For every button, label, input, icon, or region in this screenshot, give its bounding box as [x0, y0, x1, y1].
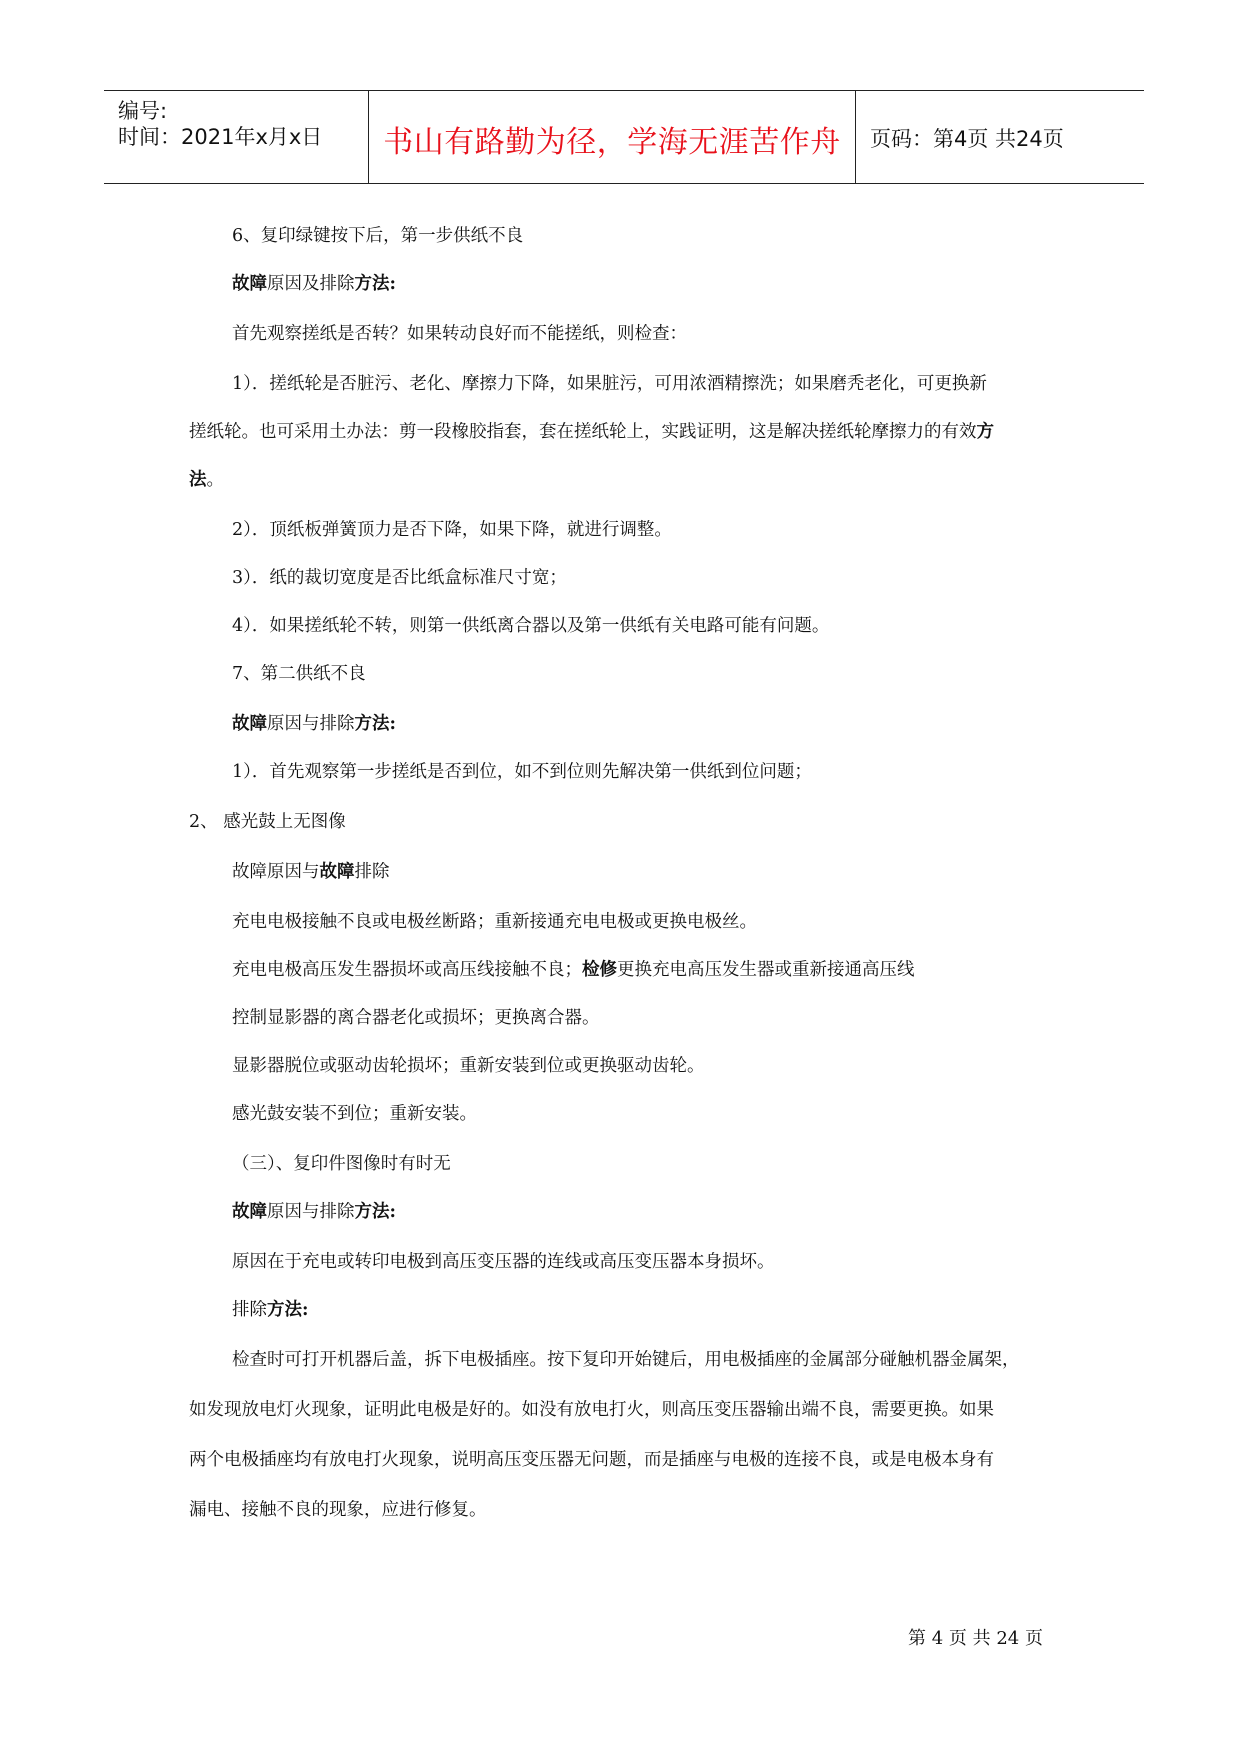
text-line: 故障原因及排除方法: — [232, 274, 396, 294]
text-line: 1）．搓纸轮是否脏污、老化、摩擦力下降，如果脏污，可用浓酒精擦洗；如果磨秃老化，可更换新 — [232, 374, 987, 394]
text-line: 首先观察搓纸是否转？如果转动良好而不能搓纸，则检查： — [232, 324, 687, 344]
text-line: 显影器脱位或驱动齿轮损坏；重新安装到位或更换驱动齿轮。 — [232, 1056, 705, 1076]
text-line: 故障原因与排除方法: — [232, 714, 396, 734]
text-line: 检查时可打开机器后盖，拆下电极插座。按下复印开始键后，用电极插座的金属部分碰触机器金属架， — [232, 1350, 1020, 1370]
text-line: 2）．顶纸板弹簧顶力是否下降，如果下降，就进行调整。 — [232, 520, 672, 540]
header-page-cell — [856, 91, 1144, 183]
text-line: 3）．纸的裁切宽度是否比纸盒标准尺寸宽； — [232, 568, 567, 588]
text-line: 故障原因与排除方法: — [232, 1202, 396, 1222]
text-line: 充电电极接触不良或电极丝断路；重新接通充电电极或更换电极丝。 — [232, 912, 757, 932]
text-line: 充电电极高压发生器损坏或高压线接触不良；检修更换充电高压发生器或重新接通高压线 — [232, 960, 915, 980]
time-label: 时间：2021年x月x日 — [118, 125, 323, 149]
text-line: 排除方法: — [232, 1300, 309, 1320]
text-line: 漏电、接触不良的现象，应进行修复。 — [189, 1500, 487, 1520]
text-line: 7、第二供纸不良 — [232, 664, 366, 684]
text-line: 如发现放电灯火现象，证明此电极是好的。如没有放电打火，则高压变压器输出端不良，需要更换。如果 — [189, 1400, 994, 1420]
motto: 书山有路勤为径，学海无涯苦作舟 — [383, 125, 841, 160]
text-line: 搓纸轮。也可采用土办法：剪一段橡胶指套，套在搓纸轮上，实践证明，这是解决搓纸轮摩擦力的有效方 — [189, 422, 994, 442]
page-footer: 第 4 页 共 24 页 — [908, 1628, 1043, 1649]
text-line: 2、 感光鼓上无图像 — [189, 812, 346, 832]
header-motto-cell — [368, 91, 856, 183]
page-info: 页码：第4页 共24页 — [870, 127, 1064, 151]
text-line: 1）．首先观察第一步搓纸是否到位，如不到位则先解决第一供纸到位问题； — [232, 762, 812, 782]
text-line: 故障原因与故障排除 — [232, 862, 390, 882]
text-line: 原因在于充电或转印电极到高压变压器的连线或高压变压器本身损坏。 — [232, 1252, 775, 1272]
header-table — [104, 90, 1144, 184]
text-line: （三）、复印件图像时有时无 — [232, 1154, 451, 1174]
text-line: 两个电极插座均有放电打火现象，说明高压变压器无问题，而是插座与电极的连接不良，或是电极本身有 — [189, 1450, 994, 1470]
text-line: 控制显影器的离合器老化或损坏；更换离合器。 — [232, 1008, 600, 1028]
number-label: 编号: — [118, 99, 168, 123]
text-line: 法。 — [189, 470, 224, 490]
header-info-cell — [104, 91, 368, 183]
text-line: 6、复印绿键按下后，第一步供纸不良 — [232, 226, 524, 246]
text-line: 感光鼓安装不到位；重新安装。 — [232, 1104, 477, 1124]
text-line: 4）．如果搓纸轮不转，则第一供纸离合器以及第一供纸有关电路可能有问题。 — [232, 616, 830, 636]
